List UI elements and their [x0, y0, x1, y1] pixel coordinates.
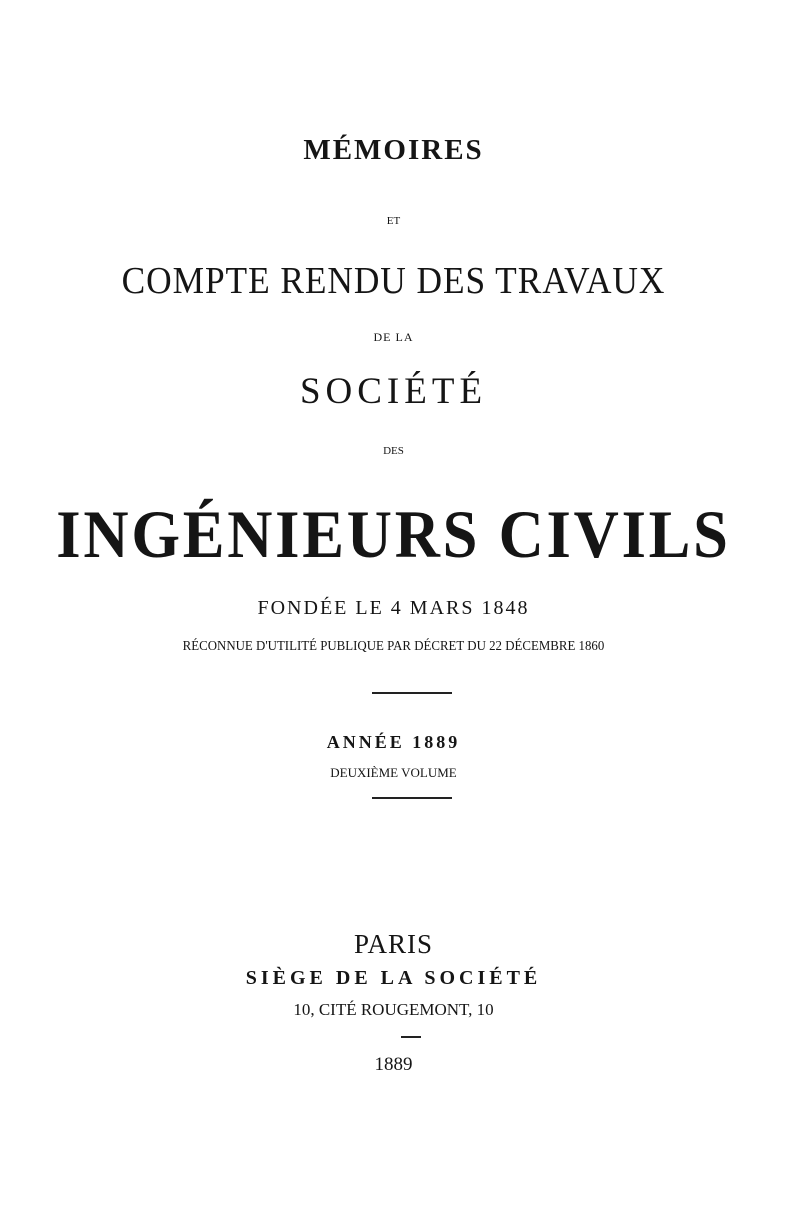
title-de-la: DE LA — [373, 330, 414, 344]
divider-rule — [372, 797, 452, 799]
title-societe: SOCIÉTÉ — [299, 371, 488, 412]
publication-year: 1889 — [374, 1054, 413, 1075]
publisher: SIÈGE DE LA SOCIÉTÉ — [245, 967, 542, 989]
divider-rule — [372, 692, 452, 694]
city: PARIS — [353, 929, 434, 959]
address: 10, CITÉ ROUGEMONT, 10 — [293, 1000, 494, 1019]
title-compte-rendu: COMPTE RENDU DES TRAVAUX — [121, 260, 666, 302]
title-memoires: MÉMOIRES — [303, 134, 484, 166]
title-des: DES — [383, 445, 404, 457]
short-dash — [401, 1036, 421, 1038]
recognition-line: RÉCONNUE D'UTILITÉ PUBLIQUE PAR DÉCRET DU 22 DÉCEMBRE 1860 — [182, 639, 605, 654]
title-ingenieurs-civils: INGÉNIEURS CIVILS — [56, 496, 731, 572]
founded-line: FONDÉE LE 4 MARS 1848 — [257, 597, 530, 619]
volume-label: DEUXIÈME VOLUME — [330, 765, 457, 780]
year-label: ANNÉE 1889 — [326, 732, 461, 752]
title-et: ET — [386, 215, 401, 227]
